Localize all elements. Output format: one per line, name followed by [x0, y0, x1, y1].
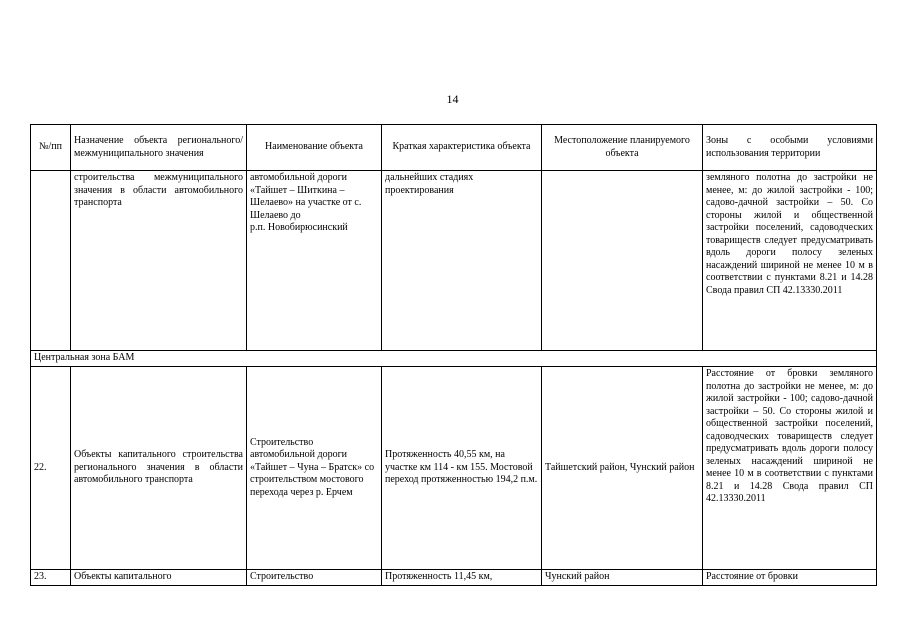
- section-title: Центральная зона БАМ: [31, 351, 877, 367]
- cell-purpose: строительства межмуниципального значения в области автомобильного транспорта: [71, 171, 247, 351]
- header-zones: Зоны с особыми условиями использования территории: [703, 125, 877, 171]
- cell-name: Строительство: [247, 570, 382, 586]
- table-row: [31, 367, 877, 570]
- cell-location: [542, 171, 703, 351]
- cell-name: автомобильной дороги «Тайшет – Шиткина – Шелаево» на участке от с. Шелаево до р.п. Новобирюсинский: [247, 171, 382, 351]
- planned-objects-table: [30, 124, 877, 586]
- cell-location: Чунский район: [542, 570, 703, 586]
- page-number: 14: [446, 92, 459, 106]
- header-num: №/пп: [31, 125, 71, 171]
- cell-location: Тайшетский район, Чунский район: [542, 367, 703, 570]
- section-row: [31, 351, 877, 367]
- table-header-row: [31, 125, 877, 171]
- header-name: Наименование объекта: [247, 125, 382, 171]
- cell-zones: Расстояние от бровки: [703, 570, 877, 586]
- header-purpose: Назначение объекта регионального/ межмуниципального значения: [71, 125, 247, 171]
- table-row-continued: [31, 171, 877, 351]
- cell-name: Строительство автомобильной дороги «Тайшет – Чуна – Братск» со строительством мостового перехода через р. Ерчем: [247, 367, 382, 570]
- cell-num: [31, 171, 71, 351]
- cell-zones: земляного полотна до застройки не менее, м: до жилой застройки - 100; садово-дачной застройки – 50. Со стороны жилой и общественной застройки поселений, садоводческих товариществ следует предусматривать вдоль дороги полосу зеленых насаждений шириной не менее 10 м в соответствии с пунктами 8.21 и 14.28 Свода правил СП 42.13330.2011: [703, 171, 877, 351]
- cell-purpose: Объекты капитального строительства регионального значения в области автомобильного транспорта: [71, 367, 247, 570]
- cell-zones: Расстояние от бровки земляного полотна до застройки не менее, м: до жилой застройки - 100; садово-дачной застройки – 50. Со стороны жилой и общественной застройки поселений, садоводческих товариществ следует предусматривать вдоль дороги полосу зеленых насаждений шириной не менее 10 м в соответствии с пунктами 8.21 и 14.28 Свода правил СП 42.13330.2011: [703, 367, 877, 570]
- cell-num: 22.: [31, 367, 71, 570]
- cell-purpose: Объекты капитального: [71, 570, 247, 586]
- cell-characteristic: Протяженность 40,55 км, на участке км 114 - км 155. Мостовой переход протяженностью 194,2 п.м.: [382, 367, 542, 570]
- cell-characteristic: дальнейших стадиях проектирования: [382, 171, 542, 351]
- cell-characteristic: Протяженность 11,45 км,: [382, 570, 542, 586]
- cell-num: 23.: [31, 570, 71, 586]
- header-location: Местоположение планируемого объекта: [542, 125, 703, 171]
- table-row: [31, 570, 877, 586]
- header-characteristic: Краткая характеристика объекта: [382, 125, 542, 171]
